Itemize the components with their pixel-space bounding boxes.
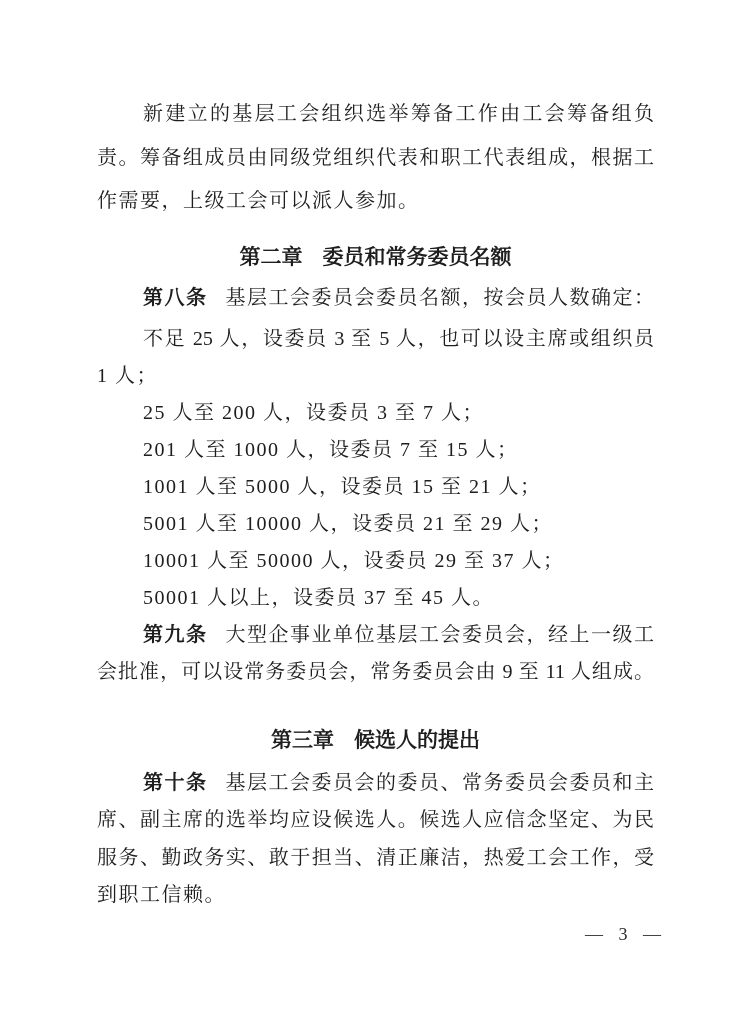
article10-line-4: 到职工信赖。 [97, 884, 226, 906]
article8-label: 第八条 [143, 287, 208, 309]
chapter2-title: 委员和常务委员名额 [322, 246, 512, 269]
quota-line-3: 25 人至 200 人，设委员 3 至 7 人； [143, 402, 484, 424]
quota-line-2: 1 人； [97, 365, 158, 387]
chapter2-number: 第二章 [239, 246, 303, 269]
quota-line-4: 201 人至 1000 人，设委员 7 至 15 人； [143, 439, 519, 461]
quota-line-7: 10001 人至 50000 人，设委员 29 至 37 人； [143, 550, 565, 572]
article9-label: 第九条 [143, 624, 208, 646]
article10-label: 第十条 [143, 772, 208, 794]
article9-line-1 [143, 622, 654, 648]
chapter2-heading [97, 245, 654, 271]
article9-text-1: 大型企事业单位基层工会委员会，经上一级工 [225, 624, 654, 646]
article10-line-3: 服务、勤政务实、敢于担当、清正廉洁，热爱工会工作，受 [97, 847, 654, 869]
quota-line-8: 50001 人以上，设委员 37 至 45 人。 [143, 587, 494, 609]
article10-line-1 [143, 770, 654, 796]
article10-line-2: 席、副主席的选举均应设候选人。候选人应信念坚定、为民 [97, 809, 654, 831]
quota-line-1: 不足 25 人，设委员 3 至 5 人，也可以设主席或组织员 [143, 328, 654, 350]
article10-text-1: 基层工会委员会的委员、常务委员会委员和主 [225, 772, 654, 794]
article9-line-2: 会批准，可以设常务委员会，常务委员会由 9 至 11 人组成。 [97, 661, 654, 683]
chapter3-heading [97, 728, 654, 754]
intro-line-3: 作需要，上级工会可以派人参加。 [97, 190, 420, 212]
chapter3-title: 候选人的提出 [354, 729, 480, 752]
intro-line-2: 责。筹备组成员由同级党组织代表和职工代表组成，根据工 [97, 147, 654, 169]
quota-line-6: 5001 人至 10000 人，设委员 21 至 29 人； [143, 513, 553, 535]
article8-line [143, 285, 654, 311]
quota-line-5: 1001 人至 5000 人，设委员 15 至 21 人； [143, 476, 542, 498]
article8-text: 基层工会委员会委员名额，按会员人数确定： [225, 287, 654, 309]
intro-line-1: 新建立的基层工会组织选举筹备工作由工会筹备组负 [143, 103, 654, 125]
page-number: — 3 — [585, 924, 662, 944]
chapter3-number: 第三章 [271, 729, 334, 752]
